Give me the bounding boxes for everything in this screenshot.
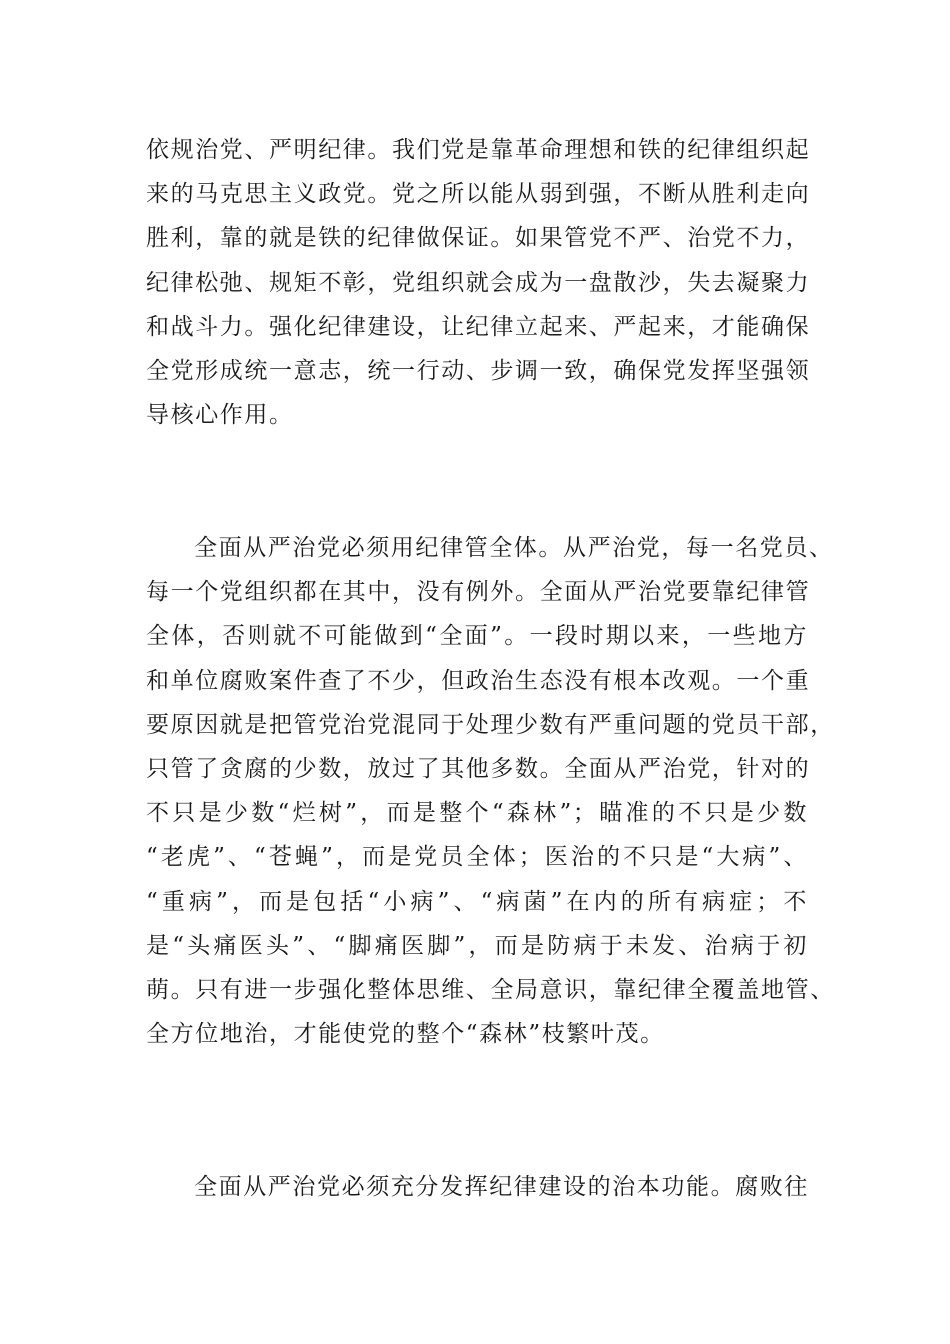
text-line: 全体，否则就不可能做到“全面”。一段时期以来，一些地方: [146, 623, 808, 650]
text-line: “老虎”、“苍蝇”，而是党员全体；医治的不只是“大病”、: [146, 844, 808, 871]
text-line: 纪律松弛、规矩不彰，党组织就会成为一盘散沙，失去凝聚力: [146, 269, 811, 296]
text-line: 是“头痛医头”、“脚痛医脚”，而是防病于未发、治病于初: [146, 932, 808, 959]
text-line: 要原因就是把管党治党混同于处理少数有严重问题的党员干部，: [146, 711, 835, 738]
text-line: 胜利，靠的就是铁的纪律做保证。如果管党不严、治党不力，: [146, 225, 811, 252]
text-line: 和单位腐败案件查了不少，但政治生态没有根本改观。一个重: [146, 667, 811, 694]
text-line: “重病”，而是包括“小病”、“病菌”在内的所有病症；不: [146, 888, 808, 915]
text-line: 全面从严治党必须充分发挥纪律建设的治本功能。腐败往: [194, 1174, 809, 1200]
text-line: 萌。只有进一步强化整体思维、全局意识，靠纪律全覆盖地管、: [146, 976, 835, 1003]
text-line: 和战斗力。强化纪律建设，让纪律立起来、严起来，才能确保: [146, 313, 811, 340]
paragraph-discipline-all-members: [146, 526, 835, 1056]
text-line: 来的马克思主义政党。党之所以能从弱到强，不断从胜利走向: [146, 181, 811, 208]
text-line: 导核心作用。: [146, 402, 294, 429]
text-line: 全方位地治，才能使党的整个“森林”枝繁叶茂。: [146, 1021, 665, 1048]
text-line: 全面从严治党必须用纪律管全体。从严治党，每一名党员、: [194, 535, 834, 561]
paragraph-discipline-root-cure: [146, 1165, 808, 1209]
text-line: 不只是少数“烂树”，而是整个“森林”；瞄准的不只是少数: [146, 800, 808, 827]
text-line: 每一个党组织都在其中，没有例外。全面从严治党要靠纪律管: [146, 579, 811, 606]
text-line: 全党形成统一意志，统一行动、步调一致，确保党发挥坚强领: [146, 357, 811, 384]
text-line: 依规治党、严明纪律。我们党是靠革命理想和铁的纪律组织起: [146, 137, 811, 163]
text-line: 只管了贪腐的少数，放过了其他多数。全面从严治党，针对的: [146, 755, 811, 782]
paragraph-discipline-intro: [146, 128, 811, 437]
